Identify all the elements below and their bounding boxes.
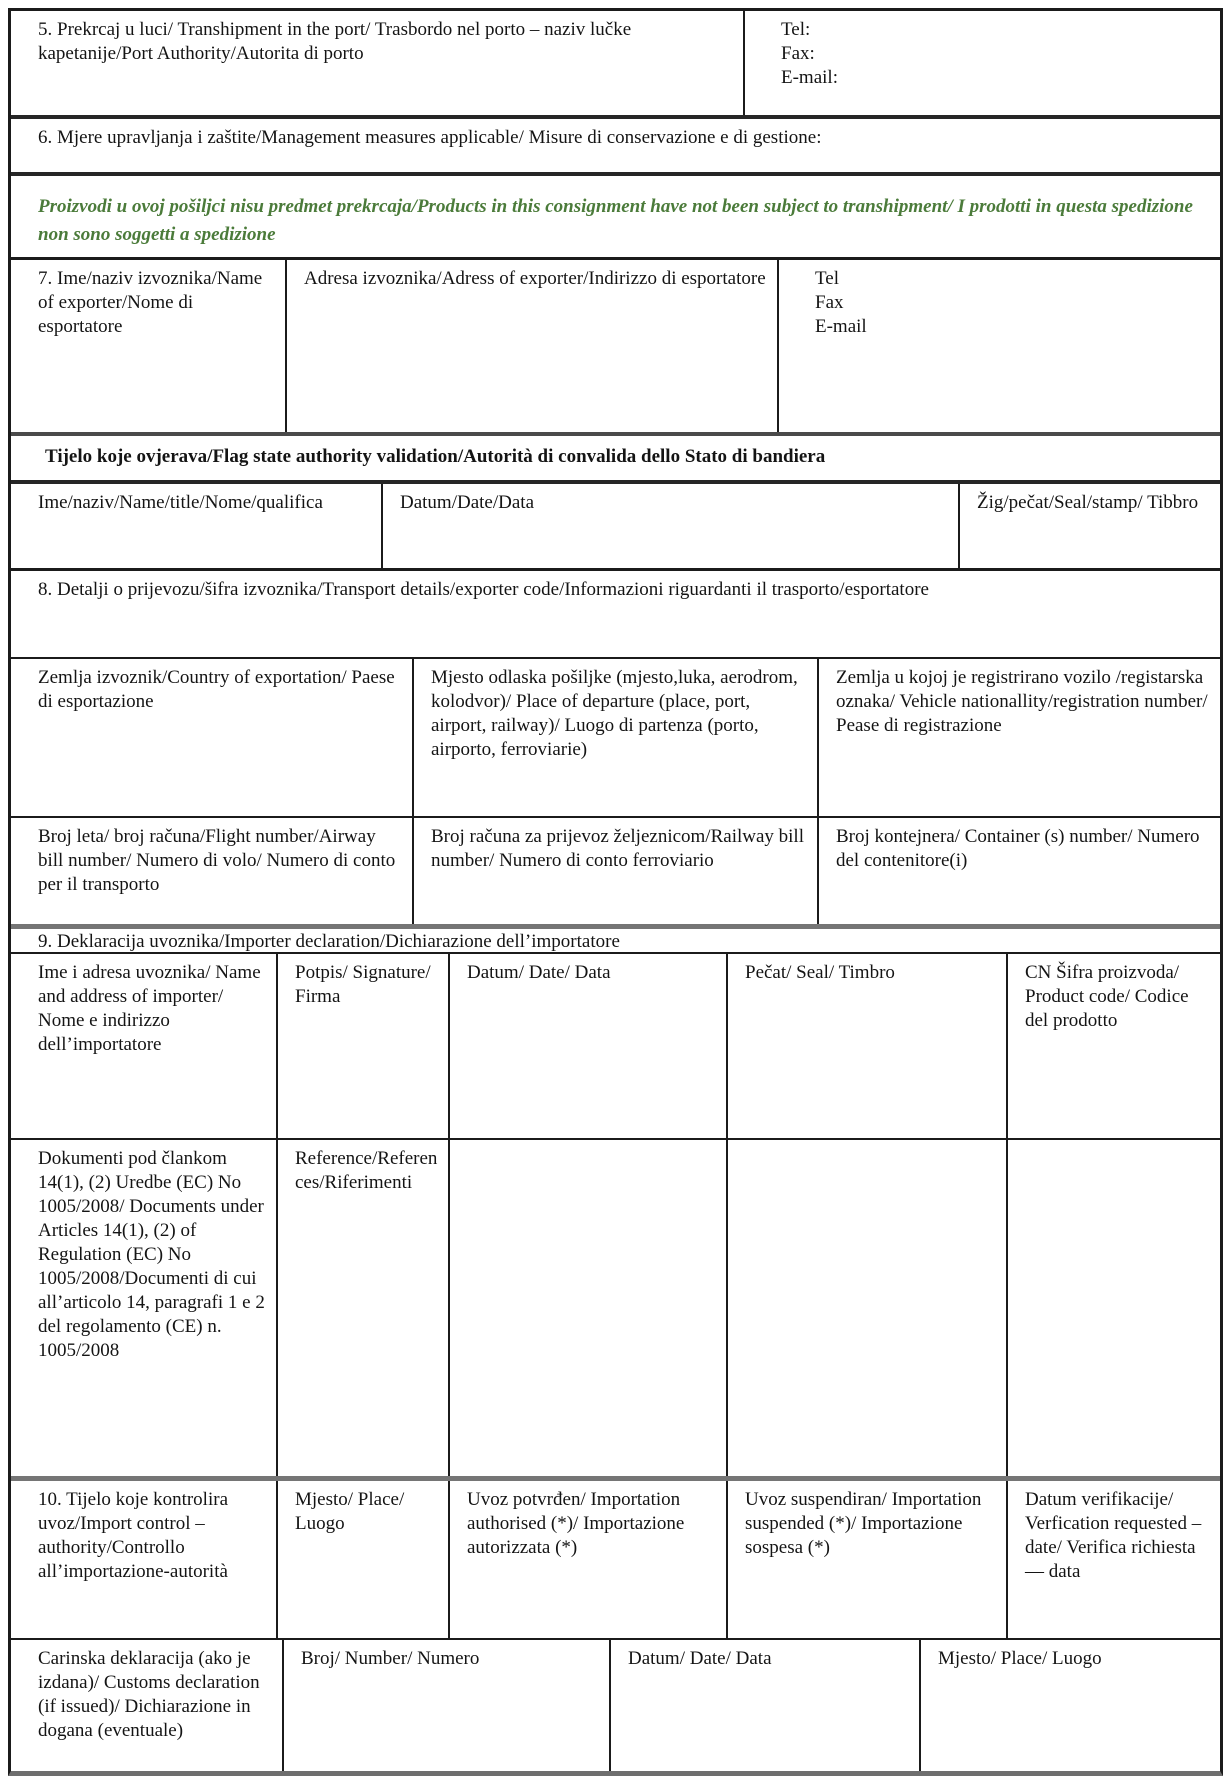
row-transhipment-note [11,172,1220,257]
importer-seal-label: Pečat/ Seal/ Timbro [726,954,1006,1138]
product-code-label: CN Šifra proizvoda/ Product code/ Codice del prodotto [1006,954,1220,1138]
row-7-exporter [11,257,1220,432]
customs-declaration-label: Carinska deklaracija (ako je izdana)/ Customs declaration (if issued)/ Dichiarazione in dogana (eventuale) [38,1648,260,1741]
country-of-exportation-label: Zemlja izvoznik/Country of exportation/ Paese di esportazione [38,667,395,712]
exporter-contact-cell [777,260,1220,432]
exporter-name-label: 7. Ime/naziv izvoznika/Name of exporter/Nome di esportatore [38,268,263,337]
railway-bill-label: Broj računa za prijevoz željeznicom/Railway bill number/ Numero di conto ferroviario [412,818,817,924]
fax-label: Fax [815,292,844,313]
row-documents-references [11,1138,1220,1476]
customs-place-label: Mjesto/ Place/ Luogo [919,1640,1220,1771]
email-label: E-mail: [781,67,838,88]
fax-label: Fax: [781,43,815,64]
customs-date-label: Datum/ Date/ Data [609,1640,919,1771]
row-5-transhipment-port [11,11,1220,115]
empty-cell [448,1140,726,1476]
transport-details-label: 8. Detalji o prijevozu/šifra izvoznika/Transport details/exporter code/Informazioni riguardanti il trasporto/esportatore [38,579,929,600]
import-control-authority-label: 10. Tijelo koje kontrolira uvoz/Import control – authority/Controllo all’importazione-autorità [38,1489,228,1582]
import-control-place-label: Mjesto/ Place/ Luogo [276,1481,448,1638]
empty-cell [726,1140,1006,1476]
place-of-departure-label: Mjesto odlaska pošiljke (mjesto,luka, aerodrom, kolodvor)/ Place of departure (place, port, airport, railway)/ Luogo di partenza (porto, airporto, ferroviarie) [412,659,817,816]
importer-declaration-label: 9. Deklaracija uvoznika/Importer declaration/Dichiarazione dell’importatore [38,931,620,952]
certificate-form-table [8,8,1223,1776]
row-flag-state-fields [11,480,1220,568]
references-label: Reference/References/Riferimenti [276,1140,448,1476]
vehicle-registration-label: Zemlja u kojoj je registrirano vozilo /registarska oznaka/ Vehicle nationallity/registration number/ Pease di registrazione [817,659,1220,816]
container-number-label: Broj kontejnera/ Container (s) number/ Numero del contenitore(i) [817,818,1220,924]
flight-airway-bill-label: Broj leta/ broj računa/Flight number/Airway bill number/ Numero di volo/ Numero di conto per il transporto [38,826,396,895]
row-9-importer-declaration [11,924,1220,952]
row-transport-numbers [11,816,1220,924]
importation-authorised-label: Uvoz potvrđen/ Importation authorised (*)/ Importazione autorizzata (*) [448,1481,726,1638]
transhipment-port-label: 5. Prekrcaj u luci/ Transhipment in the port/ Trasbordo nel porto – naziv lučke kapetanije/Port Authority/Autorita di porto [38,19,632,64]
flag-state-name-title-label: Ime/naziv/Name/title/Nome/qualifica [38,492,323,513]
row-customs-declaration [11,1638,1220,1771]
flag-state-seal-label: Žig/pečat/Seal/stamp/ Tibbro [958,484,1220,568]
row-transport-origin [11,657,1220,816]
documents-under-articles-label: Dokumenti pod člankom 14(1), (2) Uredbe (EC) No 1005/2008/ Documents under Articles 14(1), (2) of Regulation (EC) No 1005/2008/Documenti di cui all’articolo 14, paragrafi 1 e 2 del regolamento (CE) n. 1005/2008 [38,1148,265,1361]
transhipment-note: Proizvodi u ovoj pošiljci nisu predmet prekrcaja/Products in this consignment have not been subject to transhipment/ I prodotti in questa spedizione non sono soggetti a spedizione [38,196,1193,245]
row-importer-fields [11,952,1220,1138]
empty-cell [1006,1140,1220,1476]
importer-name-address-label: Ime i adresa uvoznika/ Name and address of importer/ Nome e indirizzo dell’importatore [38,962,261,1055]
row-flag-state-heading [11,432,1220,480]
exporter-address-label: Adresa izvoznika/Adress of exporter/Indirizzo di esportatore [285,260,777,432]
row-6-management-measures [11,115,1220,172]
customs-number-label: Broj/ Number/ Numero [282,1640,609,1771]
management-measures-label: 6. Mjere upravljanja i zaštite/Management measures applicable/ Misure di conservazione e di gestione: [38,127,822,148]
row-10-import-control [11,1476,1220,1638]
importer-signature-label: Potpis/ Signature/ Firma [276,954,448,1138]
flag-state-date-label: Datum/Date/Data [381,484,958,568]
email-label: E-mail [815,316,867,337]
tel-label: Tel: [781,19,811,40]
port-authority-contact-cell [743,11,1220,115]
flag-state-validation-heading: Tijelo koje ovjerava/Flag state authority validation/Autorità di convalida dello Stato di bandiera [45,446,826,467]
tel-label: Tel [815,268,839,289]
row-8-transport-details [11,568,1220,657]
verification-date-label: Datum verifikacije/ Verfication requested – date/ Verifica richiesta — data [1006,1481,1220,1638]
importer-date-label: Datum/ Date/ Data [448,954,726,1138]
importation-suspended-label: Uvoz suspendiran/ Importation suspended (*)/ Importazione sospesa (*) [726,1481,1006,1638]
